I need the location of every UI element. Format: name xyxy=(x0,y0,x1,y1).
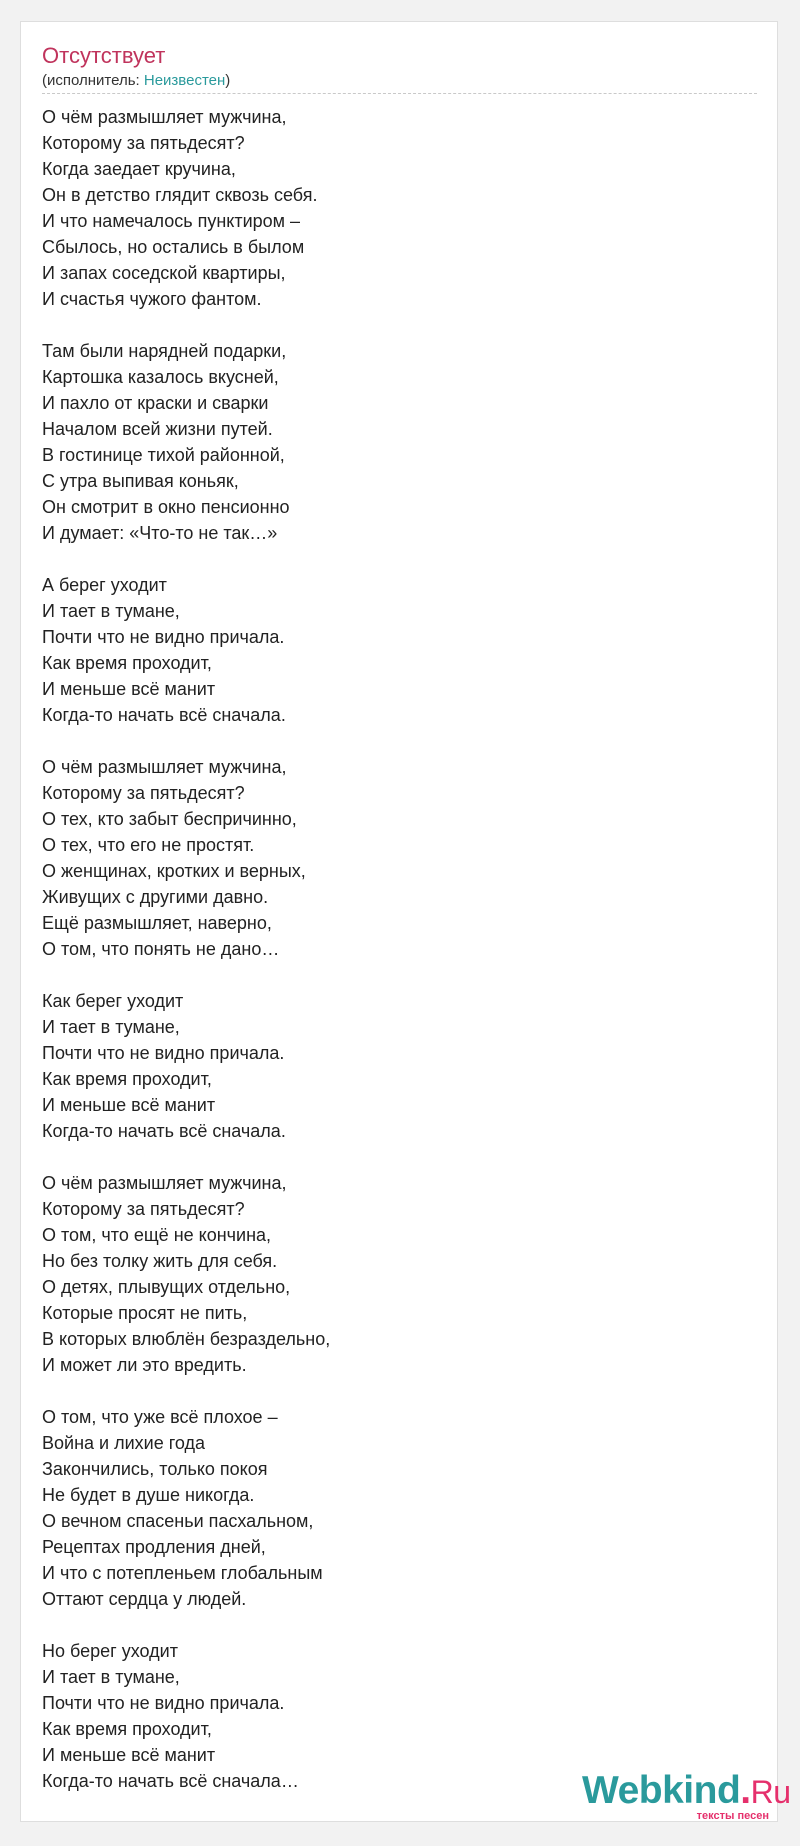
lyrics-line: Которому за пятьдесят? xyxy=(42,783,245,803)
lyrics-line: О чём размышляет мужчина, xyxy=(42,757,287,777)
lyrics-line: Закончились, только покоя xyxy=(42,1459,268,1479)
lyrics-line: Ещё размышляет, наверно, xyxy=(42,913,272,933)
lyrics-line: В которых влюблён безраздельно, xyxy=(42,1329,331,1349)
lyrics-line: О тех, что его не простят. xyxy=(42,835,255,855)
lyrics-line: И тает в тумане, xyxy=(42,1667,180,1687)
lyrics-line: О вечном спасеньи пасхальном, xyxy=(42,1511,314,1531)
artist-line xyxy=(42,71,230,91)
lyrics-line: И что с потепленьем глобальным xyxy=(42,1563,323,1583)
logo-main-text: Webkind xyxy=(582,1769,741,1812)
lyrics-stanza xyxy=(42,104,762,312)
lyrics-line: И меньше всё манит xyxy=(42,679,216,699)
lyrics-line: Когда-то начать всё сначала. xyxy=(42,1121,286,1141)
song-title: Отсутствует xyxy=(42,43,166,68)
lyrics-line: Там были нарядней подарки, xyxy=(42,341,287,361)
lyrics-line: Но без толку жить для себя. xyxy=(42,1251,278,1271)
lyrics-line: О чём размышляет мужчина, xyxy=(42,107,287,127)
lyrics-line: Когда-то начать всё сначала… xyxy=(42,1771,299,1791)
lyrics-line: О тех, кто забыт беспричинно, xyxy=(42,809,297,829)
lyrics-line: Которому за пятьдесят? xyxy=(42,1199,245,1219)
lyrics-line: О чём размышляет мужчина, xyxy=(42,1173,287,1193)
artist-suffix: ) xyxy=(225,72,231,89)
lyrics-line: Живущих с другими давно. xyxy=(42,887,269,907)
lyrics-line: С утра выпивая коньяк, xyxy=(42,471,239,491)
lyrics-line: А берег уходит xyxy=(42,575,167,595)
lyrics-line: Почти что не видно причала. xyxy=(42,1043,285,1063)
lyrics-stanza xyxy=(42,1404,762,1612)
lyrics-line: О том, что ещё не кончина, xyxy=(42,1225,272,1245)
lyrics-line: Картошка казалось вкусней, xyxy=(42,367,279,387)
lyrics-line: Когда заедает кручина, xyxy=(42,159,236,179)
lyrics-line: И запах соседской квартиры, xyxy=(42,263,286,283)
title-divider xyxy=(42,93,757,94)
lyrics-line: Началом всей жизни путей. xyxy=(42,419,273,439)
lyrics-line: И что намечалось пунктиром – xyxy=(42,211,301,231)
lyrics-line: О детях, плывущих отдельно, xyxy=(42,1277,291,1297)
lyrics-line: И думает: «Что-то не так…» xyxy=(42,523,278,543)
lyrics-line: Он в детство глядит сквозь себя. xyxy=(42,185,318,205)
logo-tagline: тексты песен xyxy=(696,1810,769,1822)
webkind-logo[interactable] xyxy=(582,1768,791,1828)
lyrics-line: Не будет в душе никогда. xyxy=(42,1485,255,1505)
lyrics-line: Но берег уходит xyxy=(42,1641,178,1661)
artist-link[interactable]: Неизвестен xyxy=(143,72,226,89)
lyrics-line: Которые просят не пить, xyxy=(42,1303,248,1323)
lyrics-line: Война и лихие года xyxy=(42,1433,206,1453)
lyrics-line: И пахло от краски и сварки xyxy=(42,393,269,413)
lyrics-line: И меньше всё манит xyxy=(42,1095,216,1115)
logo-tld: Ru xyxy=(750,1774,791,1810)
artist-prefix: (исполнитель: xyxy=(42,72,144,89)
lyrics-line: Как время проходит, xyxy=(42,1719,212,1739)
lyrics-line: В гостинице тихой районной, xyxy=(42,445,285,465)
lyrics-line: Когда-то начать всё сначала. xyxy=(42,705,286,725)
lyrics-line: Рецептах продления дней, xyxy=(42,1537,266,1557)
logo-wordmark xyxy=(582,1768,791,1815)
lyrics-line: И меньше всё манит xyxy=(42,1745,216,1765)
lyrics-line: О том, что уже всё плохое – xyxy=(42,1407,278,1427)
lyrics-line: И может ли это вредить. xyxy=(42,1355,247,1375)
lyrics-line: Почти что не видно причала. xyxy=(42,1693,285,1713)
lyrics-line: Как время проходит, xyxy=(42,1069,212,1089)
lyrics-line: Он смотрит в окно пенсионно xyxy=(42,497,290,517)
lyrics-body xyxy=(42,104,762,1820)
lyrics-line: И тает в тумане, xyxy=(42,601,180,621)
lyrics-line: О том, что понять не дано… xyxy=(42,939,280,959)
lyrics-line: И счастья чужого фантом. xyxy=(42,289,262,309)
lyrics-line: О женщинах, кротких и верных, xyxy=(42,861,306,881)
lyrics-line: Сбылось, но остались в былом xyxy=(42,237,305,257)
lyrics-line: И тает в тумане, xyxy=(42,1017,180,1037)
lyrics-line: Как время проходит, xyxy=(42,653,212,673)
lyrics-stanza xyxy=(42,1170,762,1378)
lyrics-line: Оттают сердца у людей. xyxy=(42,1589,247,1609)
lyrics-line: Почти что не видно причала. xyxy=(42,627,285,647)
lyrics-stanza xyxy=(42,754,762,962)
lyrics-stanza xyxy=(42,338,762,546)
lyrics-line: Которому за пятьдесят? xyxy=(42,133,245,153)
lyrics-line: Как берег уходит xyxy=(42,991,184,1011)
lyrics-stanza xyxy=(42,572,762,728)
lyrics-stanza xyxy=(42,988,762,1144)
logo-dot: . xyxy=(740,1769,751,1812)
